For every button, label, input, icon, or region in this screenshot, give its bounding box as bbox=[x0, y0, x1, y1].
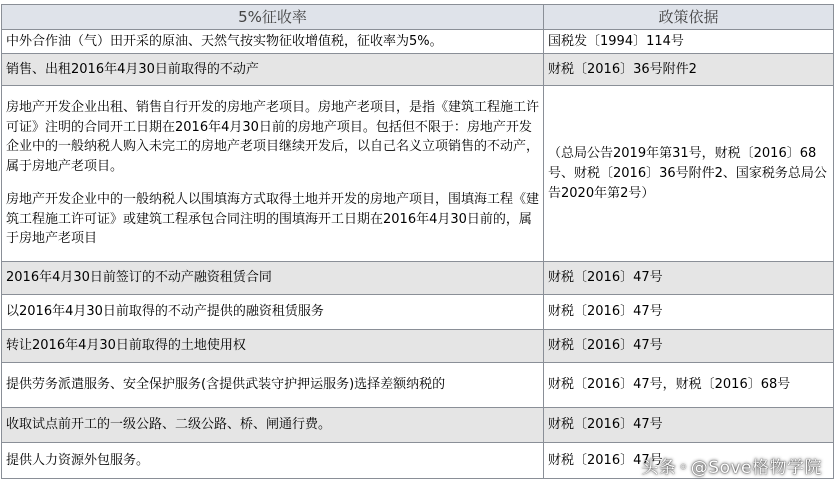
header-policy-basis: 政策依据 bbox=[544, 5, 834, 30]
row-basis: 财税〔2016〕47号 bbox=[544, 295, 834, 330]
tax-rate-table bbox=[1, 4, 834, 479]
row-item bbox=[2, 86, 544, 262]
row-basis: 财税〔2016〕47号 bbox=[544, 408, 834, 443]
table-row bbox=[2, 363, 834, 408]
watermark-icon: ◦ bbox=[678, 458, 689, 478]
row-item: 2016年4月30日前签订的不动产融资租赁合同 bbox=[2, 262, 544, 295]
row-item: 中外合作油（气）田开采的原油、天然气按实物征收增值税，征收率为5%。 bbox=[2, 30, 544, 54]
row-basis: 国税发〔1994〕114号 bbox=[544, 30, 834, 54]
table-header-row bbox=[2, 5, 834, 30]
header-levy-rate: 5%征收率 bbox=[2, 5, 544, 30]
watermark-handle: @Sove格物学院 bbox=[690, 458, 822, 478]
row-basis: 财税〔2016〕36号附件2 bbox=[544, 54, 834, 86]
table-row bbox=[2, 86, 834, 262]
table-row bbox=[2, 295, 834, 330]
row-basis: 财税〔2016〕47号 bbox=[544, 262, 834, 295]
row-item: 转让2016年4月30日前取得的土地使用权 bbox=[2, 330, 544, 363]
table-row bbox=[2, 54, 834, 86]
row-basis: 财税〔2016〕47号 bbox=[544, 443, 834, 479]
row-item: 提供人力资源外包服务。 bbox=[2, 443, 544, 479]
row-item: 收取试点前开工的一级公路、二级公路、桥、闸通行费。 bbox=[2, 408, 544, 443]
paragraph-gap bbox=[6, 176, 539, 190]
table-row bbox=[2, 330, 834, 363]
row-item: 以2016年4月30日前取得的不动产提供的融资租赁服务 bbox=[2, 295, 544, 330]
row-basis: 财税〔2016〕47号 bbox=[544, 330, 834, 363]
row-item: 提供劳务派遣服务、安全保护服务(含提供武装守护押运服务)选择差额纳税的 bbox=[2, 363, 544, 408]
table-row bbox=[2, 30, 834, 54]
watermark-prefix: 头条 bbox=[641, 458, 677, 478]
watermark bbox=[641, 453, 822, 478]
row-item-paragraph-2: 房地产开发企业中的一般纳税人以围填海方式取得土地并开发的房地产项目，围填海工程《建筑工程施工许可证》或建筑工程承包合同注明的围填海开工日期在2016年4月30日前的，属于房地产老项目 bbox=[6, 192, 540, 247]
row-basis: （总局公告2019年第31号，财税〔2016〕68号、财税〔2016〕36号附件2、国家税务总局公告2020年第2号） bbox=[544, 86, 834, 262]
row-item: 销售、出租2016年4月30日前取得的不动产 bbox=[2, 54, 544, 86]
table-row bbox=[2, 262, 834, 295]
row-item-paragraph-1: 房地产开发企业出租、销售自行开发的房地产老项目。房地产老项目，是指《建筑工程施工许可证》注明的合同开工日期在2016年4月30日前的房地产项目。包括但不限于：房地产开发企业中的一般纳税人购入未完工的房地产老项目继续开发后，以自己名义立项销售的不动产，属于房地产老项目。 bbox=[6, 100, 540, 174]
table-row bbox=[2, 408, 834, 443]
row-basis: 财税〔2016〕47号，财税〔2016〕68号 bbox=[544, 363, 834, 408]
